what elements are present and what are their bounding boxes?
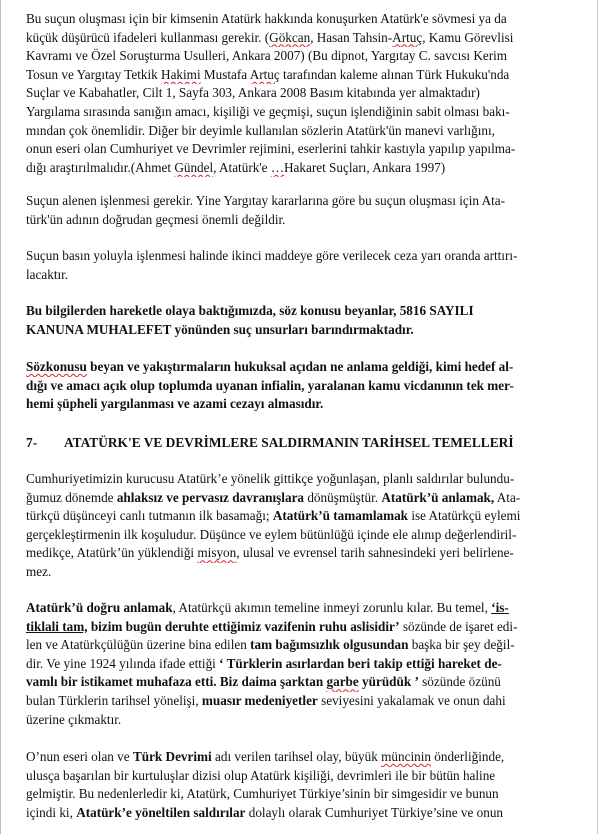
- text-run: , ulusal ve evrensel tarih sahnesindeki yeri belirlene-: [236, 545, 514, 561]
- text-line: [26, 358, 558, 377]
- text-run: seviyesini yakalamak ve onun dahi: [317, 692, 506, 708]
- spellcheck-word[interactable]: Gökcan: [269, 29, 311, 45]
- text-run: dir. Ve yine 1924 yılında ifade ettiği: [26, 655, 220, 671]
- text-line: [26, 29, 558, 48]
- text-line: [26, 489, 558, 508]
- text-line: [26, 544, 558, 563]
- bold-text: bizim bugün deruhte ettiğimiz vazifenin ruhu aslisidir’: [87, 618, 400, 634]
- text-line: Bu bilgilerden hareketle olaya baktığımızda, söz konusu beyanlar, 5816 SAYILI: [26, 303, 474, 318]
- text-run: len ve Atatürkçülüğün üzerine bina edilen: [26, 637, 251, 653]
- paragraph-turkish-revolution: [26, 748, 558, 822]
- text-line: [26, 748, 558, 767]
- text-line: dığı ve amacı açık olup toplumda uyanan infialin, yaralanan kamu vicdanının tek mer-: [26, 377, 514, 393]
- bold-text: vamlı bir istikamet muhafaza etti. Biz daima şarktan: [26, 674, 327, 690]
- text-run: önderliğinde,: [430, 749, 505, 764]
- text-run: , Hasan Tahsin-: [310, 29, 393, 45]
- text-line: Bu suçun oluşması için bir kimsenin Atatürk hakkında konuşurken Atatürk'e sövmesi ya da: [26, 11, 507, 26]
- text-run: bulan Türklerin tarihsel yönelişi,: [26, 692, 202, 708]
- text-line: türk'ün adının doğrudan geçmesi önemli değildir.: [26, 211, 286, 227]
- text-line: [26, 507, 558, 526]
- text-run: tarafından kaleme alınan Türk Hukuku'nda: [279, 66, 510, 82]
- bold-text: yürüdük ’: [358, 674, 419, 690]
- text-line: gelmiştir. Bu nedenlerledir ki, Atatürk, Cumhuriyet Türkiye’sinin bir simgesidir ve bunun: [26, 786, 499, 802]
- spellcheck-word[interactable]: misyon: [197, 545, 237, 561]
- bold-text: Atatürk’e yöneltilen saldırılar: [76, 804, 246, 820]
- bold-text: muasır medeniyetler: [201, 692, 318, 708]
- paragraph-legal-conditions: [26, 10, 558, 177]
- section-heading: [26, 434, 566, 453]
- text-run: dönüşmüştür.: [304, 489, 382, 505]
- page-left-border: [0, 0, 1, 834]
- text-line: mından çok önemlidir. Diğer bir deyimle kullanılan sözlerin Atatürk'ün manevi varlığını,: [26, 122, 495, 138]
- text-run: başka bir şey değil-: [408, 637, 515, 653]
- bold-text: ahlaksız ve pervasız davranışlara: [116, 489, 305, 505]
- bold-text: Türk Devrimi: [132, 749, 212, 764]
- text-run: küçük düşürücü ifadeleri kullanması gerekir. (: [26, 29, 270, 45]
- text-run: dığı araştırılmalıdır.(Ahmet: [26, 159, 175, 175]
- bold-underlined-text: ‘is-: [491, 600, 509, 615]
- spellcheck-word[interactable]: Sözkonusu: [26, 359, 87, 374]
- text-run: türkçü düşünceyi canlı tutmanın ilk basamağı;: [26, 508, 273, 524]
- paragraph-demand: [26, 358, 558, 414]
- paragraph-public-commission: [26, 192, 558, 229]
- text-run: ise Atatürkçü eylemi: [408, 508, 521, 524]
- text-line: [26, 692, 558, 711]
- text-line: gerçekleştirmenin ilk koşuludur. Düşünce ve eylem bütünlüğü içinde ele alınıp değerlendiril-: [26, 526, 517, 542]
- spellcheck-word[interactable]: müncinin: [381, 749, 431, 764]
- text-line: [26, 618, 558, 637]
- paragraph-full-independence: [26, 599, 558, 729]
- text-run: sözünde de işaret edi-: [399, 618, 518, 634]
- bold-text: tam bağımsızlık olgusundan: [250, 637, 409, 653]
- text-line: KANUNA MUHALEFET yönünden suç unsurları barındırmaktadır.: [26, 321, 414, 337]
- text-line: Suçlar ve Kabahatler, Cilt 1, Sayfa 303, Ankara 2008 Basım kitabında yer almaktadır): [26, 85, 480, 101]
- text-line: onun eseri olan Cumhuriyet ve Devrimler rejimini, eserlerini tahkir kastıyla yapılıp yapılma-: [26, 141, 516, 157]
- text-line: ulusça başarılan bir kurtuluşlar dizisi olup Atatürk kişiliği, devrimleri ile bir bütün haline: [26, 767, 496, 783]
- bold-text: Atatürk’ü doğru anlamak: [26, 600, 173, 615]
- text-run: içindi ki,: [26, 804, 77, 820]
- text-line: Yargılama sırasında sanığın amacı, kişiliği ve geçmişi, suçun işlendiğinin sabit olması bakı-: [26, 103, 510, 119]
- text-line: [26, 159, 558, 178]
- text-line: [26, 804, 558, 823]
- text-line: [26, 655, 558, 674]
- bold-underlined-text: tiklali tam,: [26, 618, 88, 634]
- text-run: , Kamu Görevlisi: [422, 29, 514, 45]
- text-run: Ata-: [494, 489, 521, 505]
- text-line: üzerine çıkmaktır.: [26, 711, 122, 727]
- text-line: Cumhuriyetimizin kurucusu Atatürk’e yönelik gittikçe yoğunlaşan, planlı saldırılar bulundu-: [26, 471, 515, 486]
- text-run: O’nun eseri olan ve: [26, 749, 133, 764]
- text-line: [26, 66, 558, 85]
- text-run: beyan ve yakıştırmaların hukuksal açıdan ne anlama geldiği, kimi hedef al-: [86, 359, 514, 374]
- text-run: dolaylı olarak Cumhuriyet Türkiye’sine ve onun: [245, 804, 504, 820]
- text-line: lacaktır.: [26, 266, 69, 282]
- bold-text: ‘ Türklerin asırlardan beri takip ettiği hareket de-: [219, 655, 502, 671]
- text-run: ğumuz dönemde: [26, 489, 117, 505]
- paragraph-conclusion: [26, 302, 558, 339]
- text-line: mez.: [26, 563, 52, 579]
- text-line: Kavramı ve Özel Soruşturma Usulleri, Ankara 2007) (Bu dipnot, Yargıtay C. savcısı Kerim: [26, 48, 508, 64]
- text-run: , Atatürk'e: [213, 159, 271, 175]
- text-line: [26, 636, 558, 655]
- text-run: medikçe, Atatürk’ün yüklendiği: [26, 545, 198, 561]
- spellcheck-word[interactable]: Hakimi: [161, 66, 201, 82]
- text-line: Suçun alenen işlenmesi gerekir. Yine Yargıtay kararlarına göre bu suçun oluşması için Ata-: [26, 193, 506, 208]
- text-run: Tosun ve Yargıtay Tetkik: [26, 66, 162, 82]
- text-run: adı verilen tarihsel olay, büyük: [211, 749, 382, 764]
- text-run: Mustafa: [200, 66, 250, 82]
- text-line: [26, 599, 558, 618]
- spellcheck-word[interactable]: Artuç: [249, 66, 280, 82]
- paragraph-press-penalty: [26, 247, 558, 284]
- spellcheck-word[interactable]: Artuç: [392, 29, 423, 45]
- text-run: , Atatürkçü akımın temeline inmeyi zorunlu kılar. Bu temel,: [172, 600, 492, 615]
- section-number: 7-: [26, 435, 38, 450]
- text-line: [26, 673, 558, 692]
- spellcheck-word[interactable]: garbe: [326, 674, 359, 690]
- paragraph-understanding-ataturk: [26, 470, 558, 582]
- text-line: hemi şüpheli yargılanması ve azami cezayı almasıdır.: [26, 396, 324, 412]
- text-run: sözünde özünü: [418, 674, 501, 690]
- text-line: Suçun basın yoluyla işlenmesi halinde ikinci maddeye göre verilecek ceza yarı oranda arttırı-: [26, 248, 518, 263]
- section-title: ATATÜRK'E VE DEVRİMLERE SALDIRMANIN TARİHSEL TEMELLERİ: [64, 435, 514, 450]
- spellcheck-word[interactable]: Gündel: [174, 159, 214, 175]
- bold-text: Atatürk’ü tamamlamak: [272, 508, 409, 524]
- text-run: Hakaret Suçları, Ankara 1997): [284, 159, 446, 175]
- spellcheck-word[interactable]: …: [270, 159, 285, 175]
- bold-text: Atatürk’ü anlamak,: [381, 489, 495, 505]
